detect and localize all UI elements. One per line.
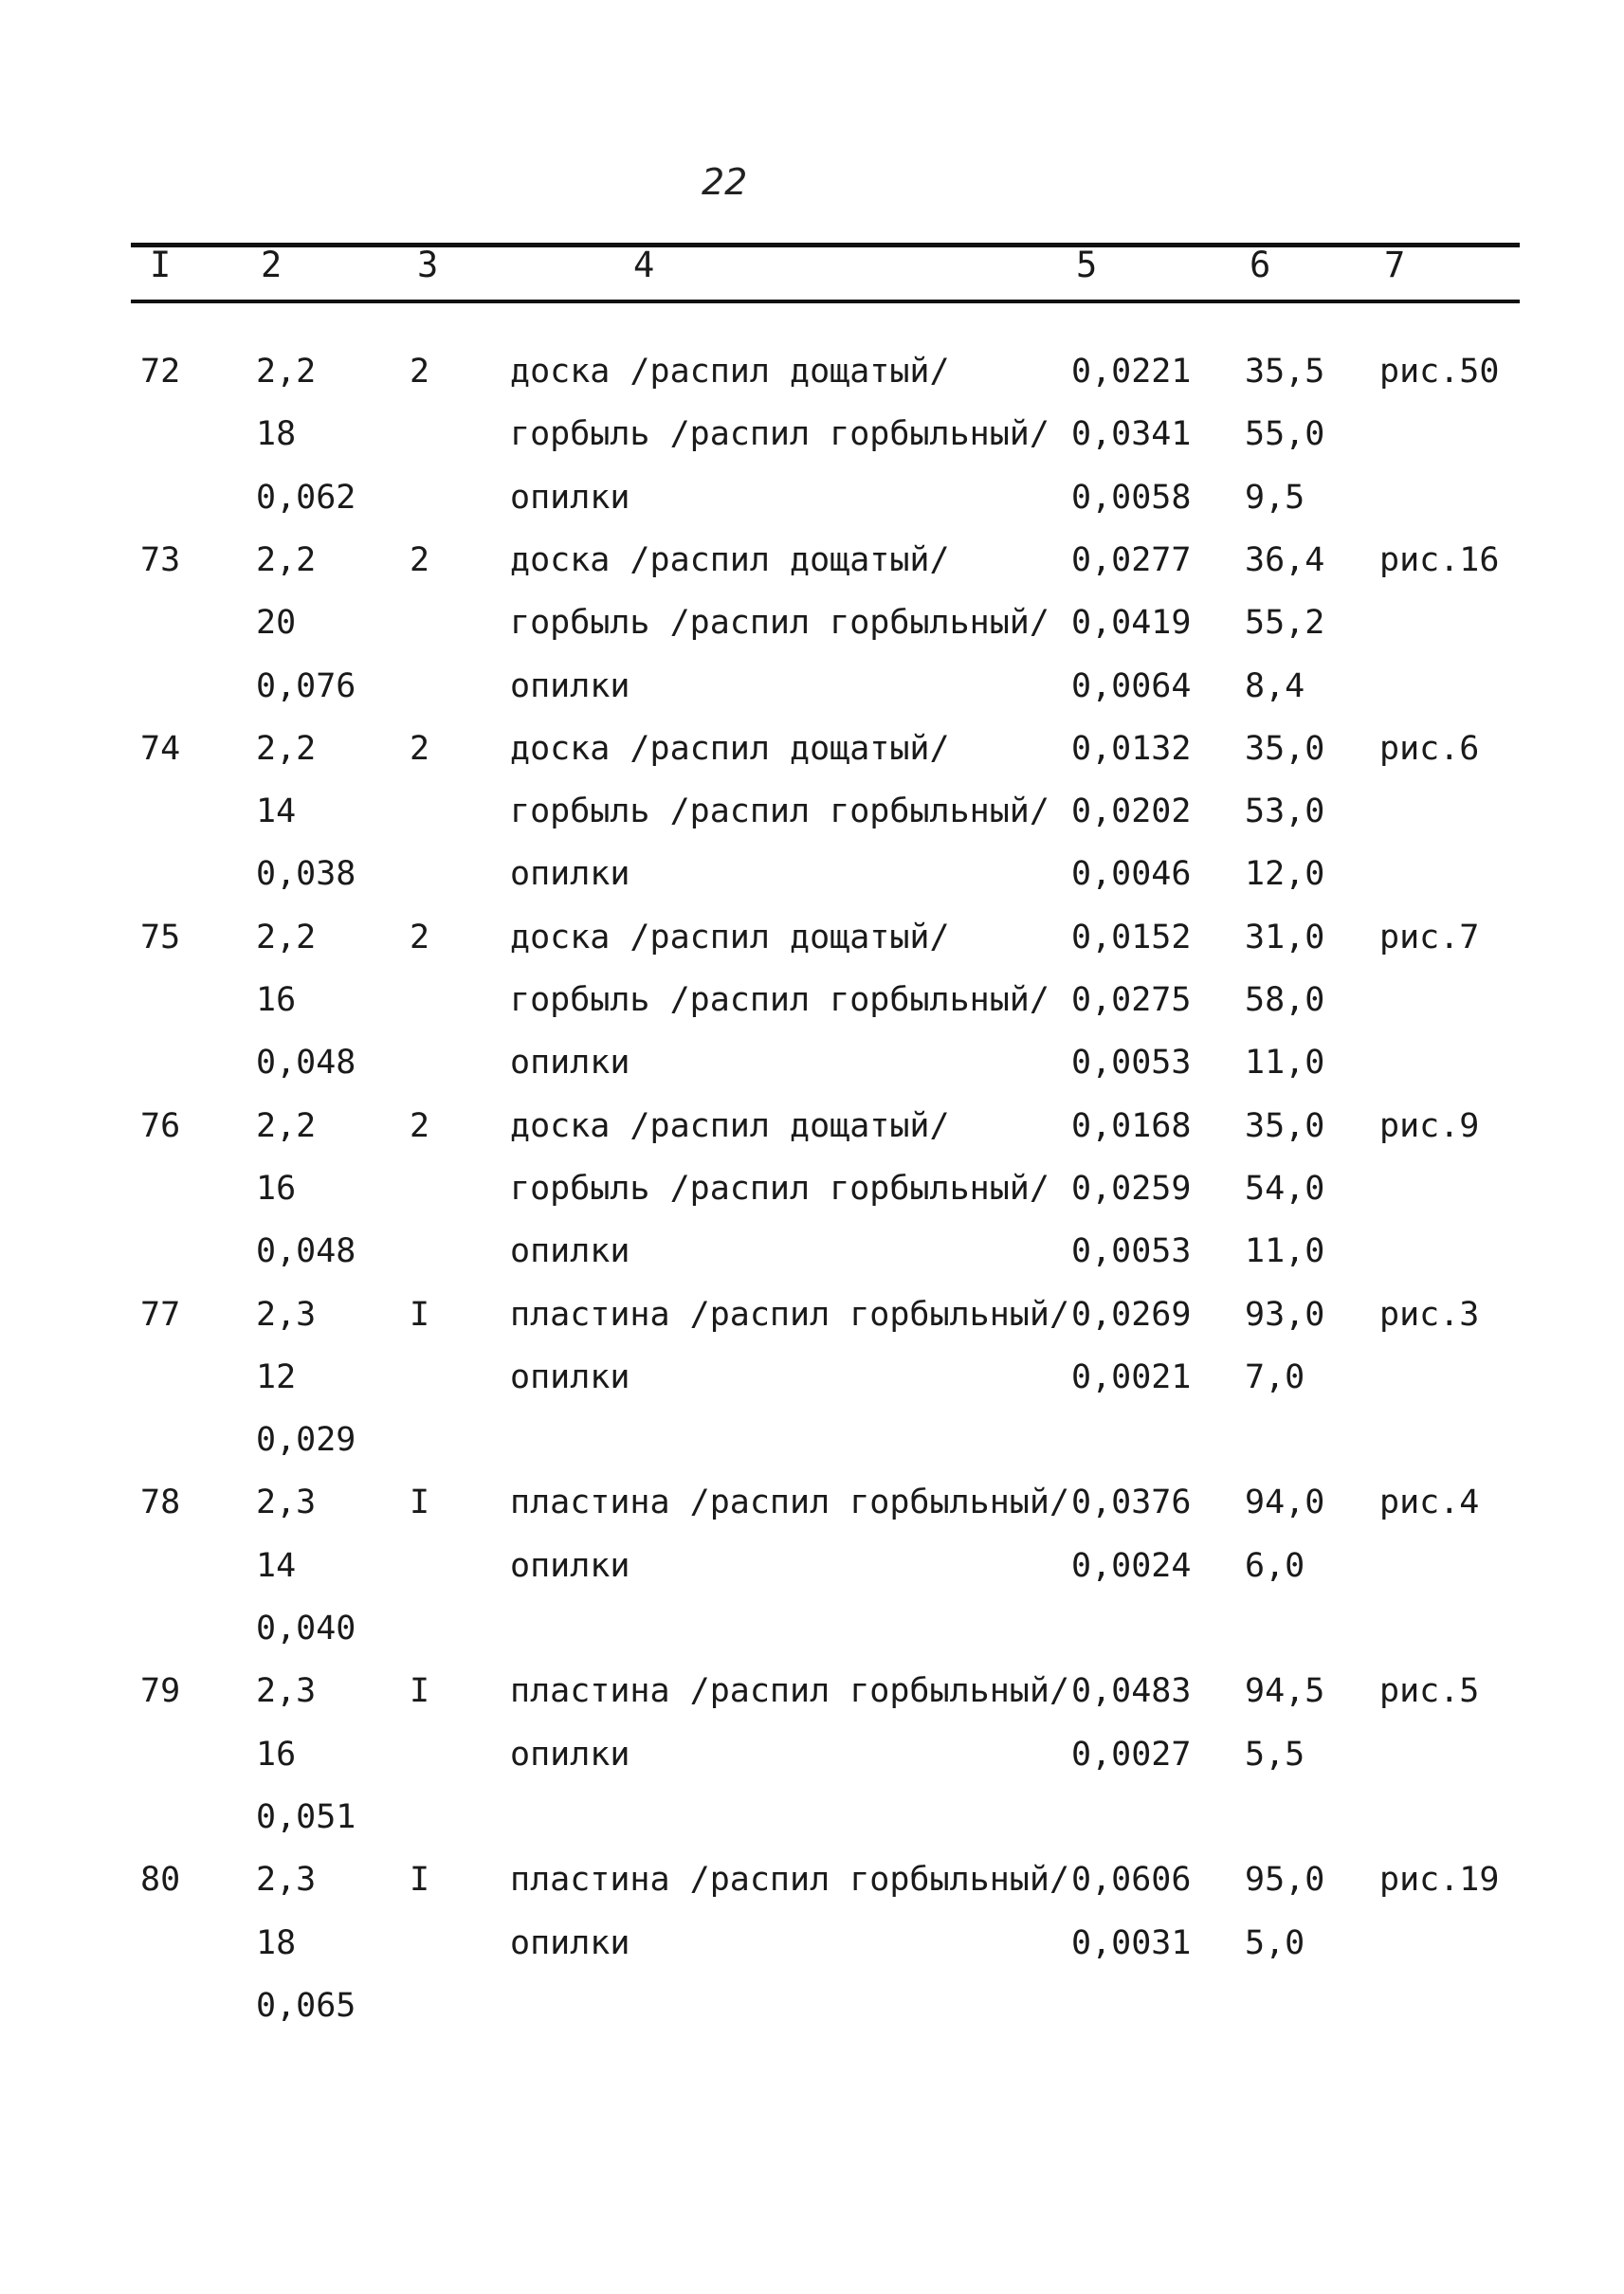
parameter-value: 16 bbox=[256, 981, 297, 1019]
volume-value: 0,0064 bbox=[1071, 666, 1192, 705]
volume-value: 0,0046 bbox=[1071, 855, 1192, 894]
parameter-value: 2,3 bbox=[256, 1484, 317, 1522]
volume-value: 0,0277 bbox=[1071, 540, 1192, 579]
percent-value: 5,5 bbox=[1245, 1735, 1305, 1774]
volume-value: 0,0376 bbox=[1071, 1484, 1192, 1522]
figure-reference: рис.9 bbox=[1379, 1106, 1480, 1145]
row-number: 78 bbox=[140, 1484, 181, 1522]
product-name: горбыль /распил горбыльный/ bbox=[510, 1169, 1049, 1208]
parameter-value: 2,2 bbox=[256, 1106, 317, 1145]
parameter-value: 18 bbox=[256, 415, 297, 454]
volume-value: 0,0027 bbox=[1071, 1735, 1192, 1774]
percent-value: 95,0 bbox=[1245, 1861, 1325, 1900]
parameter-value: 20 bbox=[256, 604, 297, 643]
product-name: опилки bbox=[510, 1923, 630, 1962]
saw-count: 2 bbox=[410, 353, 430, 391]
parameter-value: 0,062 bbox=[256, 478, 356, 517]
parameter-value: 0,051 bbox=[256, 1797, 356, 1836]
figure-reference: рис.4 bbox=[1379, 1484, 1480, 1522]
row-number: 76 bbox=[140, 1106, 181, 1145]
saw-count: 2 bbox=[410, 540, 430, 579]
product-name: опилки bbox=[510, 478, 630, 517]
column-header-4: 4 bbox=[633, 245, 655, 285]
parameter-value: 12 bbox=[256, 1357, 297, 1396]
parameter-value: 2,2 bbox=[256, 353, 317, 391]
product-name: пластина /распил горбыльный/ bbox=[510, 1672, 1070, 1711]
volume-value: 0,0132 bbox=[1071, 729, 1192, 768]
product-name: горбыль /распил горбыльный/ bbox=[510, 981, 1049, 1019]
parameter-value: 0,029 bbox=[256, 1421, 356, 1460]
row-number: 75 bbox=[140, 918, 181, 956]
parameter-value: 14 bbox=[256, 792, 297, 831]
parameter-value: 0,065 bbox=[256, 1986, 356, 2025]
figure-reference: рис.19 bbox=[1379, 1861, 1500, 1900]
percent-value: 93,0 bbox=[1245, 1295, 1325, 1334]
parameter-value: 2,3 bbox=[256, 1672, 317, 1711]
saw-count: I bbox=[410, 1484, 430, 1522]
saw-count: 2 bbox=[410, 1106, 430, 1145]
row-number: 80 bbox=[140, 1861, 181, 1900]
figure-reference: рис.6 bbox=[1379, 729, 1480, 768]
column-header-3: 3 bbox=[417, 245, 439, 285]
percent-value: 11,0 bbox=[1245, 1044, 1325, 1083]
product-name: горбыль /распил горбыльный/ bbox=[510, 792, 1049, 831]
row-number: 74 bbox=[140, 729, 181, 768]
percent-value: 7,0 bbox=[1245, 1357, 1305, 1396]
figure-reference: рис.16 bbox=[1379, 540, 1500, 579]
parameter-value: 0,038 bbox=[256, 855, 356, 894]
parameter-value: 0,048 bbox=[256, 1232, 356, 1271]
product-name: доска /распил дощатый/ bbox=[510, 729, 950, 768]
percent-value: 35,0 bbox=[1245, 729, 1325, 768]
volume-value: 0,0031 bbox=[1071, 1923, 1192, 1962]
parameter-value: 2,3 bbox=[256, 1295, 317, 1334]
row-number: 79 bbox=[140, 1672, 181, 1711]
product-name: опилки bbox=[510, 1357, 630, 1396]
percent-value: 6,0 bbox=[1245, 1546, 1305, 1585]
figure-reference: рис.5 bbox=[1379, 1672, 1480, 1711]
volume-value: 0,0483 bbox=[1071, 1672, 1192, 1711]
percent-value: 11,0 bbox=[1245, 1232, 1325, 1271]
percent-value: 36,4 bbox=[1245, 540, 1325, 579]
parameter-value: 16 bbox=[256, 1169, 297, 1208]
column-header-5: 5 bbox=[1076, 245, 1098, 285]
product-name: опилки bbox=[510, 666, 630, 705]
volume-value: 0,0152 bbox=[1071, 918, 1192, 956]
parameter-value: 2,2 bbox=[256, 729, 317, 768]
percent-value: 35,5 bbox=[1245, 353, 1325, 391]
volume-value: 0,0419 bbox=[1071, 604, 1192, 643]
parameter-value: 0,048 bbox=[256, 1044, 356, 1083]
product-name: опилки bbox=[510, 1044, 630, 1083]
table-header-rule bbox=[131, 300, 1520, 303]
saw-count: 2 bbox=[410, 918, 430, 956]
volume-value: 0,0024 bbox=[1071, 1546, 1192, 1585]
saw-count: I bbox=[410, 1295, 430, 1334]
product-name: опилки bbox=[510, 1735, 630, 1774]
volume-value: 0,0053 bbox=[1071, 1044, 1192, 1083]
volume-value: 0,0053 bbox=[1071, 1232, 1192, 1271]
parameter-value: 2,3 bbox=[256, 1861, 317, 1900]
page-number: 22 bbox=[702, 161, 748, 203]
percent-value: 58,0 bbox=[1245, 981, 1325, 1019]
column-header-6: 6 bbox=[1250, 245, 1271, 285]
volume-value: 0,0269 bbox=[1071, 1295, 1192, 1334]
percent-value: 5,0 bbox=[1245, 1923, 1305, 1962]
product-name: опилки bbox=[510, 1232, 630, 1271]
percent-value: 94,0 bbox=[1245, 1484, 1325, 1522]
figure-reference: рис.3 bbox=[1379, 1295, 1480, 1334]
product-name: доска /распил дощатый/ bbox=[510, 353, 950, 391]
product-name: доска /распил дощатый/ bbox=[510, 1106, 950, 1145]
volume-value: 0,0275 bbox=[1071, 981, 1192, 1019]
table-top-rule bbox=[131, 243, 1520, 247]
percent-value: 31,0 bbox=[1245, 918, 1325, 956]
product-name: горбыль /распил горбыльный/ bbox=[510, 415, 1049, 454]
volume-value: 0,0058 bbox=[1071, 478, 1192, 517]
product-name: пластина /распил горбыльный/ bbox=[510, 1484, 1070, 1522]
row-number: 77 bbox=[140, 1295, 181, 1334]
parameter-value: 2,2 bbox=[256, 540, 317, 579]
column-header-7: 7 bbox=[1384, 245, 1406, 285]
parameter-value: 2,2 bbox=[256, 918, 317, 956]
row-number: 72 bbox=[140, 353, 181, 391]
figure-reference: рис.50 bbox=[1379, 353, 1500, 391]
parameter-value: 0,040 bbox=[256, 1610, 356, 1648]
volume-value: 0,0168 bbox=[1071, 1106, 1192, 1145]
percent-value: 8,4 bbox=[1245, 666, 1305, 705]
parameter-value: 16 bbox=[256, 1735, 297, 1774]
product-name: доска /распил дощатый/ bbox=[510, 918, 950, 956]
parameter-value: 0,076 bbox=[256, 666, 356, 705]
percent-value: 35,0 bbox=[1245, 1106, 1325, 1145]
percent-value: 12,0 bbox=[1245, 855, 1325, 894]
row-number: 73 bbox=[140, 540, 181, 579]
product-name: пластина /распил горбыльный/ bbox=[510, 1295, 1070, 1334]
saw-count: I bbox=[410, 1861, 430, 1900]
percent-value: 55,2 bbox=[1245, 604, 1325, 643]
column-header-1: I bbox=[150, 245, 172, 285]
percent-value: 53,0 bbox=[1245, 792, 1325, 831]
volume-value: 0,0259 bbox=[1071, 1169, 1192, 1208]
saw-count: 2 bbox=[410, 729, 430, 768]
volume-value: 0,0606 bbox=[1071, 1861, 1192, 1900]
percent-value: 55,0 bbox=[1245, 415, 1325, 454]
volume-value: 0,0021 bbox=[1071, 1357, 1192, 1396]
saw-count: I bbox=[410, 1672, 430, 1711]
product-name: горбыль /распил горбыльный/ bbox=[510, 604, 1049, 643]
volume-value: 0,0221 bbox=[1071, 353, 1192, 391]
percent-value: 9,5 bbox=[1245, 478, 1305, 517]
percent-value: 54,0 bbox=[1245, 1169, 1325, 1208]
parameter-value: 14 bbox=[256, 1546, 297, 1585]
column-header-2: 2 bbox=[261, 245, 283, 285]
product-name: опилки bbox=[510, 855, 630, 894]
product-name: опилки bbox=[510, 1546, 630, 1585]
parameter-value: 18 bbox=[256, 1923, 297, 1962]
percent-value: 94,5 bbox=[1245, 1672, 1325, 1711]
volume-value: 0,0202 bbox=[1071, 792, 1192, 831]
volume-value: 0,0341 bbox=[1071, 415, 1192, 454]
figure-reference: рис.7 bbox=[1379, 918, 1480, 956]
product-name: пластина /распил горбыльный/ bbox=[510, 1861, 1070, 1900]
product-name: доска /распил дощатый/ bbox=[510, 540, 950, 579]
